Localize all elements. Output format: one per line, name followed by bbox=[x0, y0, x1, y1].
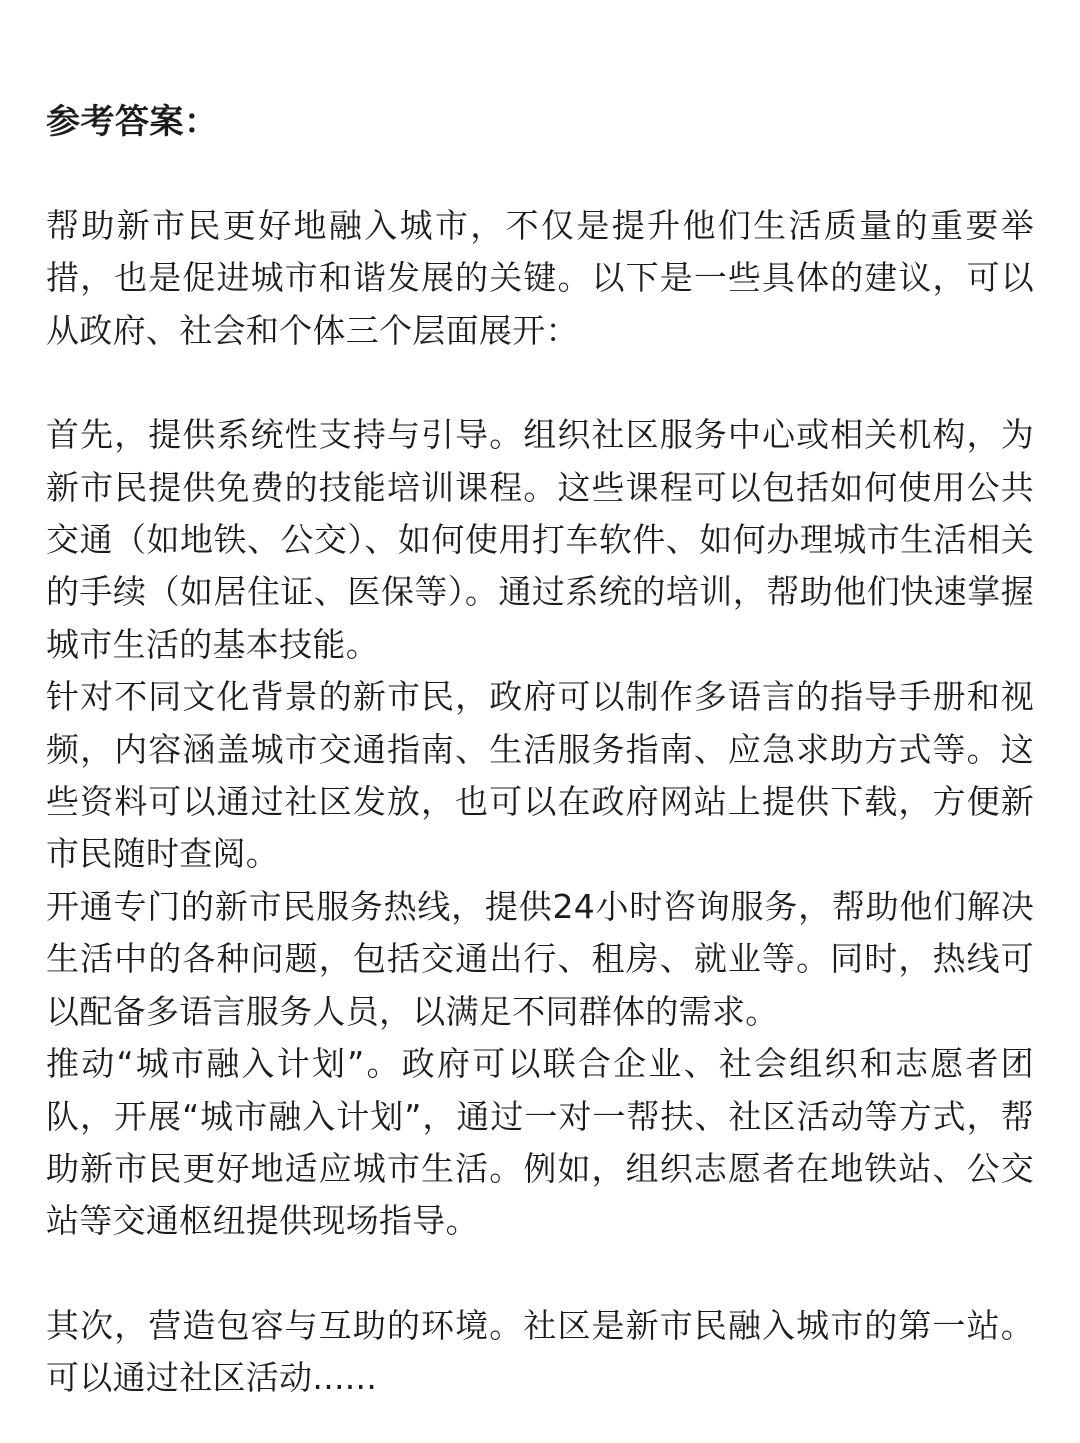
section1-paragraph-3: 开通专门的新市民服务热线，提供24小时咨询服务，帮助他们解决生活中的各种问题，包括交通出行、租房、就业等。同时，热线可以配备多语言服务人员，以满足不同群体的需求。 bbox=[46, 886, 1034, 1031]
section1-paragraph-2: 针对不同文化背景的新市民，政府可以制作多语言的指导手册和视频，内容涵盖城市交通指南、生活服务指南、应急求助方式等。这些资料可以通过社区发放，也可以在政府网站上提供下载，方便新市民随时查阅。 bbox=[46, 677, 1034, 874]
section2-paragraph-1: 其次，营造包容与互助的环境。社区是新市民融入城市的第一站。可以通过社区活动...... bbox=[46, 1305, 1034, 1398]
section1-paragraph-4: 推动“城市融入计划”。政府可以联合企业、社会组织和志愿者团队，开展“城市融入计划”，通过一对一帮扶、社区活动等方式，帮助新市民更好地适应城市生活。例如，组织志愿者在地铁站、公交站等交通枢纽提供现场指导。 bbox=[46, 1044, 1034, 1241]
answer-heading: 参考答案： bbox=[46, 102, 219, 142]
spacer bbox=[46, 148, 1034, 200]
section1-paragraph-1: 首先，提供系统性支持与引导。组织社区服务中心或相关机构，为新市民提供免费的技能培训课程。这些课程可以包括如何使用公共交通（如地铁、公交）、如何使用打车软件、如何办理城市生活相关的手续（如居住证、医保等）。通过系统的培训，帮助他们快速掌握城市生活的基本技能。 bbox=[46, 415, 1034, 664]
intro-paragraph: 帮助新市民更好地融入城市，不仅是提升他们生活质量的重要举措，也是促进城市和谐发展的关键。以下是一些具体的建议，可以从政府、社会和个体三个层面展开： bbox=[46, 206, 1034, 350]
spacer bbox=[46, 357, 1034, 409]
spacer bbox=[46, 1248, 1034, 1300]
